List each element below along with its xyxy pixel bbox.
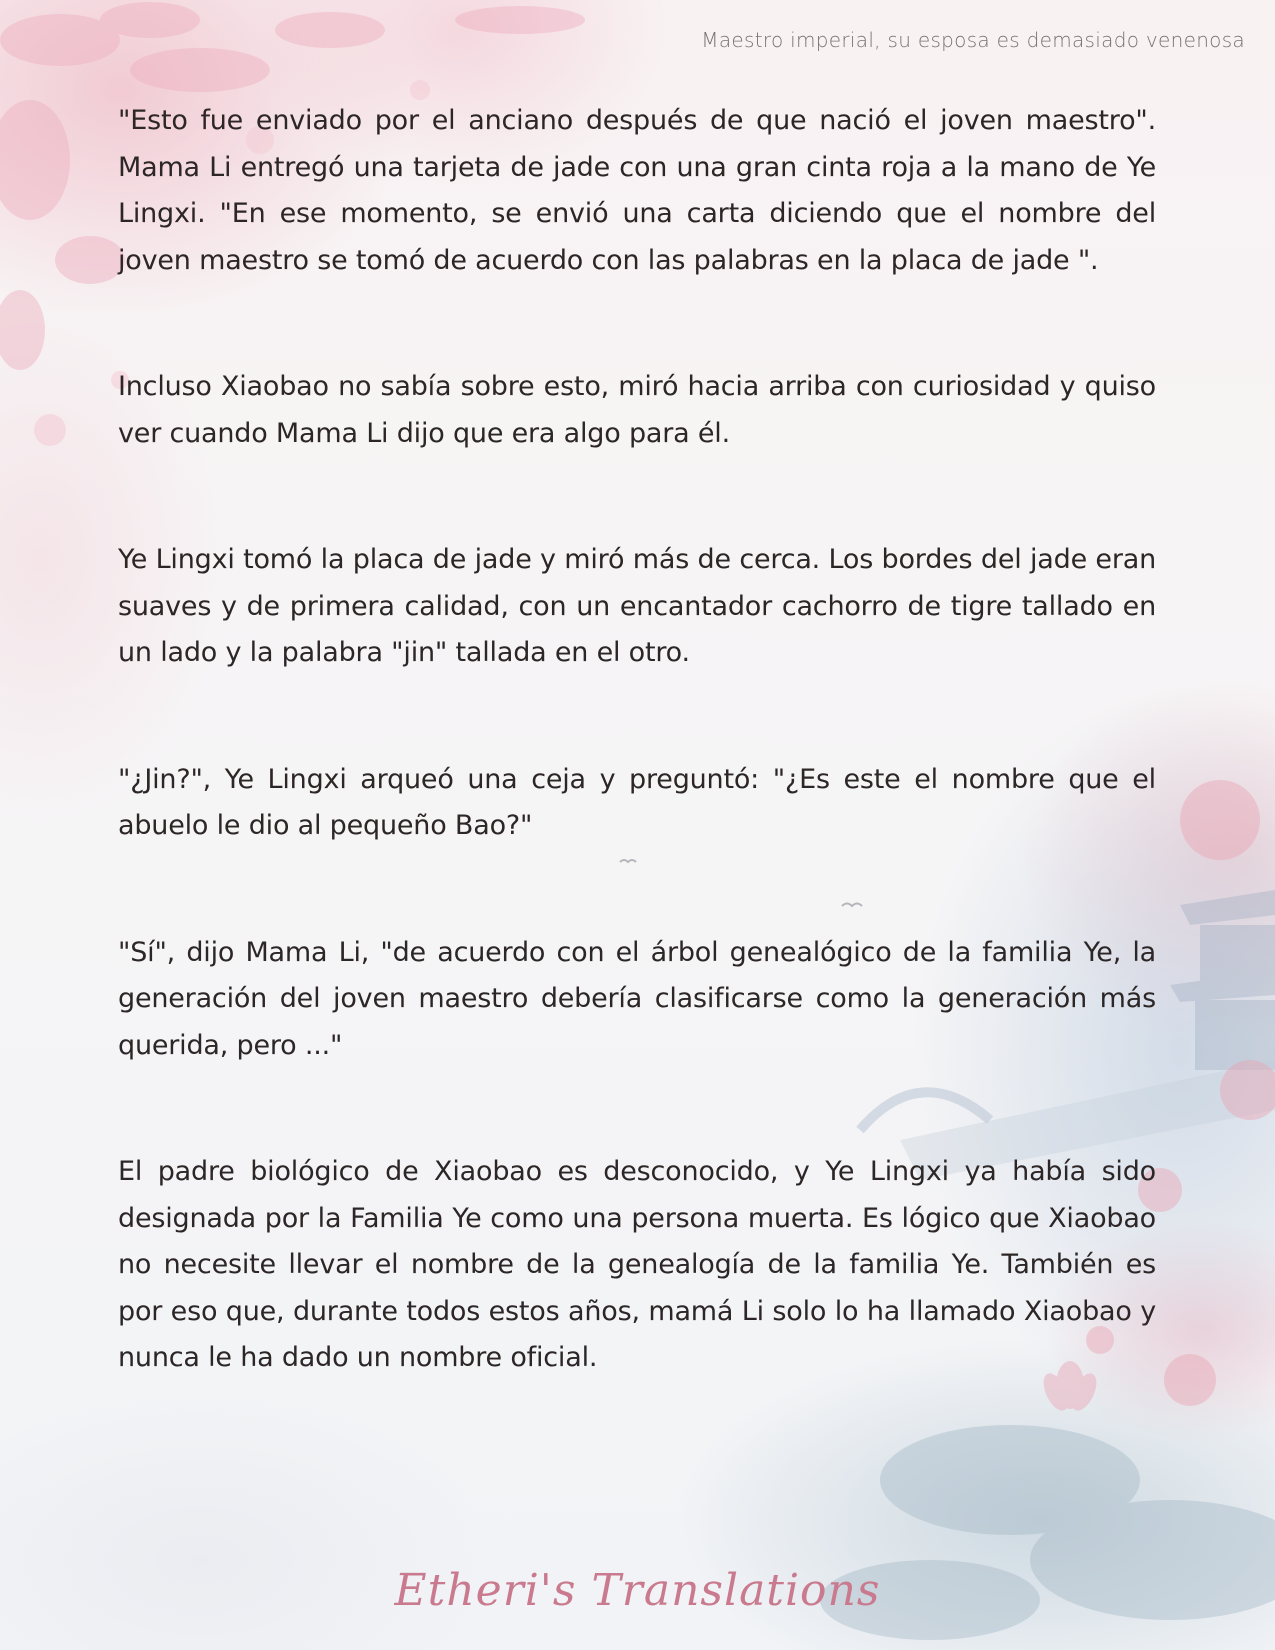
- running-header-title: Maestro imperial, su esposa es demasiado venenosa: [701, 28, 1245, 52]
- paragraph: "¿Jin?", Ye Lingxi arqueó una ceja y preguntó: "¿Es este el nombre que el abuelo le dio al pequeño Bao?": [118, 763, 1156, 841]
- paragraph: Ye Lingxi tomó la placa de jade y miró más de cerca. Los bordes del jade eran suaves y de primera calidad, con un encantador cachorro de tigre tallado en un lado y la palabra "jin" tallada en el otro.: [118, 544, 1156, 668]
- paragraph: "Esto fue enviado por el anciano después de que nació el joven maestro". Mama Li entregó una tarjeta de jade con una gran cinta roja a la mano de Ye Lingxi. "En ese momento, se envió una carta diciendo que el nombre del joven maestro se tomó de acuerdo con las palabras en la placa de jade ".: [118, 105, 1156, 276]
- paragraph: Incluso Xiaobao no sabía sobre esto, miró hacia arriba con curiosidad y quiso ver cuando Mama Li dijo que era algo para él.: [118, 371, 1156, 449]
- paragraph: "Sí", dijo Mama Li, "de acuerdo con el árbol genealógico de la familia Ye, la generación del joven maestro debería clasificarse como la generación más querida, pero ...": [118, 936, 1156, 1061]
- translator-logo: Etheri's Translations: [394, 1565, 881, 1616]
- paragraph: El padre biológico de Xiaobao es desconocido, y Ye Lingxi ya había sido designada por la Familia Ye como una persona muerta. Es lógico que Xiaobao no necesite llevar el nombre de la genealogía de la familia Ye. También es por eso que, durante todos estos años, mamá Li solo lo ha llamado Xiaobao y nunca le ha dado un nombre oficial.: [118, 1156, 1156, 1373]
- chapter-body: [118, 98, 1156, 1462]
